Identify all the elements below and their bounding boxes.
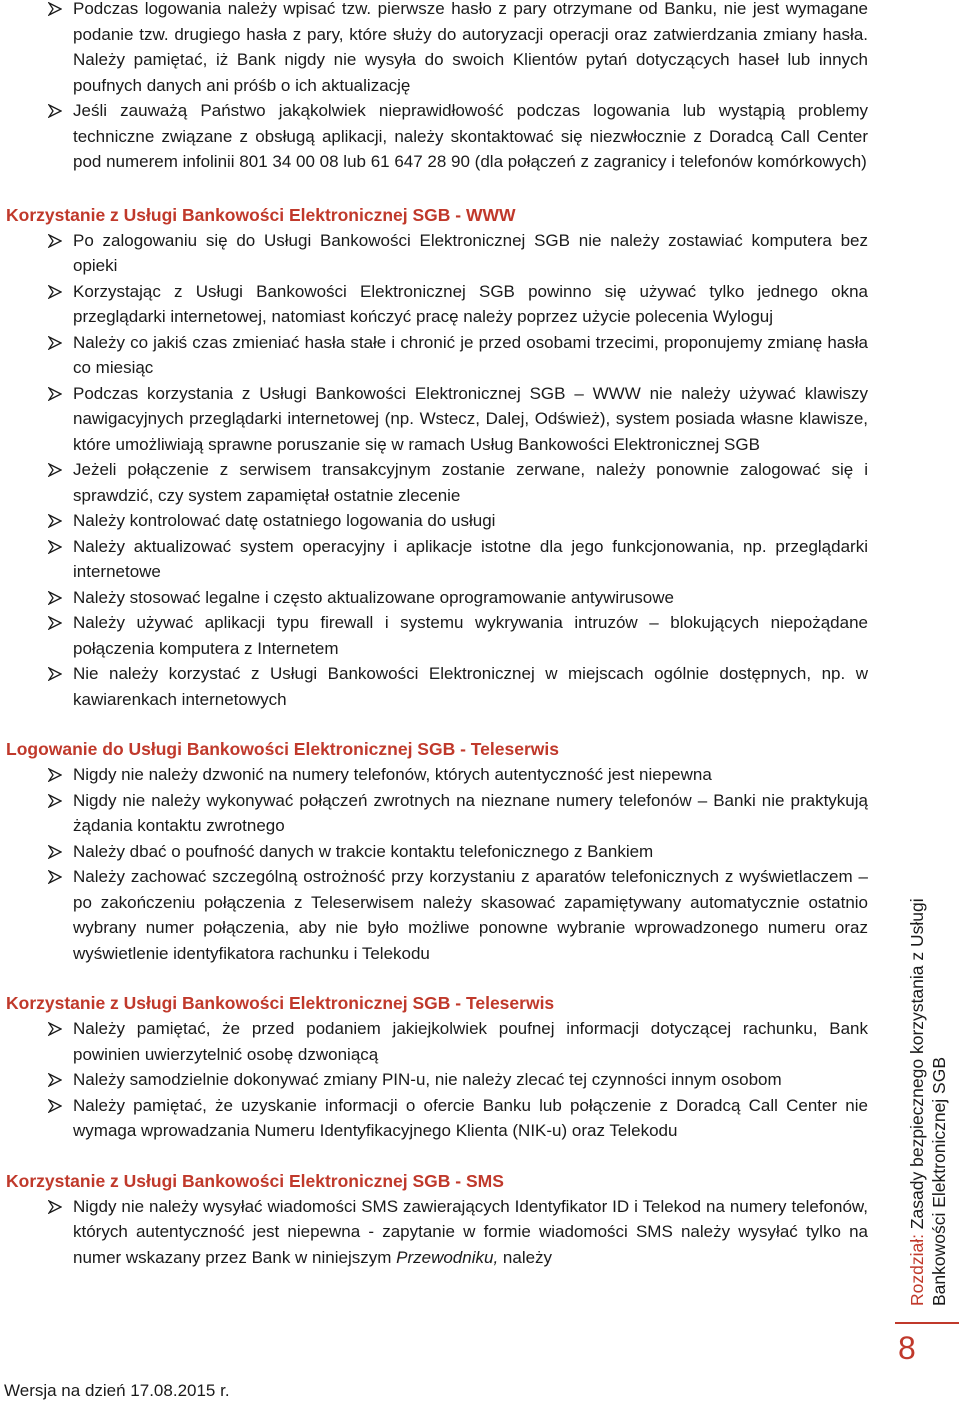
list-item-text: Należy zachować szczególną ostrożność przy korzystaniu z aparatów telefonicznych z wyświetlaczem – po zakończeniu połączenia z Teleserwisem należy skasować zapamiętywany automatycznie ostatnio wybrany numer połączenia, aby nie było możliwe ponowne wybranie wprowadzonego numeru oraz wyświetlenie identyfikatora rachunku i Telekodu <box>73 867 868 963</box>
list-item <box>0 1194 880 1271</box>
list-item <box>0 839 880 865</box>
arrow-bullet-icon <box>48 591 62 605</box>
bullet-list-sms <box>0 1194 880 1271</box>
arrow-bullet-icon <box>48 768 62 782</box>
heading-www: Korzystanie z Usługi Bankowości Elektronicznej SGB - WWW <box>6 204 516 225</box>
list-item <box>0 534 880 585</box>
arrow-bullet-icon <box>48 616 62 630</box>
chapter-title-line2: Bankowości Elektronicznej SGB <box>929 1057 949 1306</box>
arrow-bullet-icon <box>48 285 62 299</box>
arrow-bullet-icon <box>48 514 62 528</box>
arrow-bullet-icon <box>48 2 62 16</box>
heading-sms: Korzystanie z Usługi Bankowości Elektronicznej SGB - SMS <box>6 1170 504 1191</box>
list-item <box>0 98 880 175</box>
arrow-bullet-icon <box>48 667 62 681</box>
list-item <box>0 381 880 458</box>
page-number: 8 <box>898 1330 916 1366</box>
bullet-list-teleserwis-login <box>0 762 880 966</box>
chapter-title-line1: Zasady bezpiecznego korzystania z Usługi <box>907 898 927 1230</box>
list-item-text: Należy aktualizować system operacyjny i aplikacje istotne dla jego funkcjonowania, np. przeglądarki internetowe <box>73 536 868 581</box>
list-item <box>0 610 880 661</box>
bullet-list-teleserwis-use <box>0 1016 880 1144</box>
footer-version: Wersja na dzień 17.08.2015 r. <box>4 1381 230 1400</box>
list-item-text-tail: należy <box>498 1247 553 1267</box>
heading-teleserwis-use: Korzystanie z Usługi Bankowości Elektronicznej SGB - Teleserwis <box>6 993 555 1013</box>
arrow-bullet-icon <box>48 845 62 859</box>
list-item-text: Należy dbać o poufność danych w trakcie kontaktu telefonicznego z Bankiem <box>73 841 654 861</box>
list-item-text: Należy co jakiś czas zmieniać hasła stałe i chronić je przed osobami trzecimi, proponujemy zmianę hasła co miesiąc <box>73 332 868 377</box>
list-item-text: Jeśli zauważą Państwo jakąkolwiek nieprawidłowość podczas logowania lub wystąpią problemy techniczne związane z obsługą aplikacji, należy skontaktować się niezwłocznie z Doradcą Call Center pod numerem infolinii 801 34 00 08 lub 61 647 28 90 (dla połączeń z zagranicy i telefonów komórkowych) <box>73 101 868 171</box>
chapter-sidebar-label <box>906 746 950 1306</box>
bullet-list-www <box>0 228 880 713</box>
list-item <box>0 1093 880 1144</box>
list-item-text: Należy stosować legalne i często aktualizowane oprogramowanie antywirusowe <box>73 587 674 607</box>
list-item <box>0 330 880 381</box>
arrow-bullet-icon <box>48 870 62 884</box>
list-item <box>0 1067 880 1093</box>
arrow-bullet-icon <box>48 1200 62 1214</box>
arrow-bullet-icon <box>48 794 62 808</box>
arrow-bullet-icon <box>48 1099 62 1113</box>
list-item-text: Należy używać aplikacji typu firewall i systemu wykrywania intruzów – blokujących niepożądane połączenia komputera z Internetem <box>73 613 868 658</box>
list-item-text: Należy samodzielnie dokonywać zmiany PIN-u, nie należy zlecać tej czynności innym osobom <box>73 1070 782 1089</box>
list-item <box>0 585 880 611</box>
list-item-text: Podczas logowania należy wpisać tzw. pierwsze hasło z pary otrzymane od Banku, nie jest wymagane podanie tzw. drugiego hasła z pary, które służy do autoryzacji operacji oraz zatwierdzania zmiany hasła. Należy pamiętać, iż Bank nigdy nie wysyła do swoich Klientów pytań dotyczących haseł lub innych poufnych danych ani próśb o ich aktualizację <box>73 0 868 95</box>
list-item-text: Nigdy nie należy dzwonić na numery telefonów, których autentyczność jest niepewna <box>73 765 712 784</box>
arrow-bullet-icon <box>48 540 62 554</box>
list-item <box>0 788 880 839</box>
list-item <box>0 1016 880 1067</box>
arrow-bullet-icon <box>48 463 62 477</box>
list-item-text: Nigdy nie należy wysyłać wiadomości SMS zawierających Identyfikator ID i Telekod na numery telefonów, których autentyczność jest niepewna - zapytanie w formie wiadomości SMS należy wysyłać tylko na numer wskazany przez Bank w niniejszym <box>73 1196 868 1267</box>
bullet-list-top <box>0 0 880 175</box>
arrow-bullet-icon <box>48 336 62 350</box>
list-item-text: Należy kontrolować datę ostatniego logowania do usługi <box>73 511 496 530</box>
list-item <box>0 457 880 508</box>
list-item-text: Należy pamiętać, że przed podaniem jakiejkolwiek poufnej informacji dotyczącej rachunku, Bank powinien uwierzytelnić osobę dzwoniącą <box>73 1019 868 1064</box>
list-item-text: Podczas korzystania z Usługi Bankowości Elektronicznej SGB – WWW nie należy używać klawiszy nawigacyjnych przeglądarki internetowej (np. Wstecz, Dalej, Odśwież), system posiada własne klawisze, które umożliwiają sprawne poruszanie się w ramach Usług Bankowości Elektronicznej SGB <box>73 383 868 454</box>
arrow-bullet-icon <box>48 234 62 248</box>
arrow-bullet-icon <box>48 104 62 118</box>
sidebar-divider <box>895 1322 959 1324</box>
list-item-text: Jeżeli połączenie z serwisem transakcyjnym zostanie zerwane, należy ponownie zalogować się i sprawdzić, czy system zapamiętał ostatnie zlecenie <box>73 460 868 505</box>
arrow-bullet-icon <box>48 387 62 401</box>
list-item-text: Należy pamiętać, że uzyskanie informacji o ofercie Banku lub połączenie z Doradcą Call Center nie wymaga wprowadzania Numeru Identyfikacyjnego Klienta (NIK-u) oraz Telekodu <box>73 1095 868 1140</box>
arrow-bullet-icon <box>48 1022 62 1036</box>
list-item <box>0 508 880 534</box>
list-item <box>0 0 880 98</box>
list-item-text: Nie należy korzystać z Usługi Bankowości Elektronicznej w miejscach ogólnie dostępnych, np. w kawiarenkach internetowych <box>73 664 868 709</box>
heading-teleserwis-login: Logowanie do Usługi Bankowości Elektronicznej SGB - Teleserwis <box>6 739 559 759</box>
chapter-label: Rozdział: <box>907 1234 927 1306</box>
list-item-text: Nigdy nie należy wykonywać połączeń zwrotnych na nieznane numery telefonów – Banki nie praktykują żądania kontaktu zwrotnego <box>73 790 868 835</box>
list-item <box>0 279 880 330</box>
list-item <box>0 762 880 788</box>
list-item-italic-text: Przewodniku, <box>396 1247 499 1267</box>
list-item <box>0 228 880 279</box>
arrow-bullet-icon <box>48 1073 62 1087</box>
list-item <box>0 661 880 712</box>
list-item-text: Korzystając z Usługi Bankowości Elektronicznej SGB powinno się używać tylko jednego okna przeglądarki internetowej, natomiast kończyć pracę należy poprzez użycie polecenia Wyloguj <box>73 281 868 326</box>
list-item <box>0 864 880 966</box>
list-item-text: Po zalogowaniu się do Usługi Bankowości Elektronicznej SGB nie należy zostawiać komputera bez opieki <box>73 230 868 275</box>
